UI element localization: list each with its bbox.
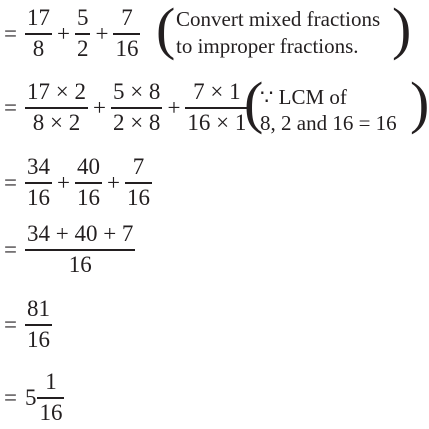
denominator: 16 [126, 184, 150, 210]
fraction-bar [25, 33, 52, 34]
close-paren: ) [392, 0, 412, 61]
denominator: 8 × 2 [32, 109, 81, 135]
equals-sign: = [4, 384, 17, 410]
open-paren: ( [244, 70, 264, 135]
fraction [75, 155, 102, 210]
fraction [111, 80, 162, 135]
close-paren: ) [410, 70, 429, 135]
plus-sign: + [167, 94, 181, 120]
numerator: 17 × 2 [26, 79, 86, 104]
denominator: 2 [76, 35, 89, 61]
denominator: 16 [26, 326, 50, 352]
whole-number: 5 [24, 384, 37, 410]
plus-sign: + [92, 94, 106, 120]
step-2-note [244, 70, 429, 138]
denominator: 16 [39, 399, 63, 425]
numerator: 7 [132, 154, 145, 179]
plus-sign: + [106, 169, 120, 195]
denominator: 2 × 8 [112, 109, 161, 135]
numerator: 17 [26, 5, 50, 30]
fraction-bar [25, 249, 135, 250]
note-line-2: to improper fractions. [176, 34, 359, 58]
denominator: 8 [32, 35, 45, 61]
fraction [25, 297, 52, 352]
fraction-bar [25, 182, 52, 183]
fraction [25, 222, 135, 277]
numerator: 5 × 8 [112, 79, 161, 104]
fraction-bar [37, 397, 64, 398]
equals-sign: = [4, 311, 17, 337]
fraction [125, 155, 152, 210]
fraction [75, 6, 91, 61]
fraction [37, 370, 64, 425]
fraction-bar [111, 107, 162, 108]
note-line-1: Convert mixed fractions [176, 7, 381, 31]
fraction-bar [25, 324, 52, 325]
equals-sign: = [4, 20, 17, 46]
numerator: 81 [26, 296, 50, 321]
fraction-bar [185, 107, 248, 108]
fraction [25, 155, 52, 210]
note-line-2: 8, 2 and 16 = 16 [260, 111, 397, 135]
numerator: 40 [76, 154, 100, 179]
denominator: 16 [115, 35, 139, 61]
denominator: 16 [76, 184, 100, 210]
numerator: 1 [45, 369, 57, 394]
step-1 [4, 6, 140, 61]
step-6 [4, 370, 64, 425]
equals-sign: = [4, 169, 17, 195]
step-2 [4, 80, 248, 135]
numerator: 34 [26, 154, 50, 179]
step-3 [4, 155, 152, 210]
step-4 [4, 222, 135, 277]
numerator: 5 [76, 5, 89, 30]
numerator: 34 + 40 + 7 [26, 221, 134, 246]
fraction [185, 80, 248, 135]
numerator: 7 [121, 5, 133, 30]
open-paren: ( [156, 0, 176, 61]
fraction-bar [25, 107, 88, 108]
step-5 [4, 297, 52, 352]
fraction-bar [75, 182, 102, 183]
note-line-1: ∵ LCM of [260, 85, 347, 109]
denominator: 16 [26, 184, 50, 210]
plus-sign: + [56, 169, 70, 195]
fraction-bar [75, 33, 91, 34]
step-1-note [156, 0, 412, 62]
fraction [25, 6, 52, 61]
fraction-bar [113, 33, 140, 34]
fraction [25, 80, 88, 135]
fraction-bar [125, 182, 152, 183]
plus-sign: + [95, 20, 109, 46]
plus-sign: + [56, 20, 70, 46]
equals-sign: = [4, 94, 17, 120]
equals-sign: = [4, 236, 17, 262]
denominator: 16 [68, 251, 92, 277]
denominator: 16 × 1 [187, 109, 247, 135]
fraction [113, 6, 140, 61]
numerator: 7 × 1 [193, 79, 241, 104]
